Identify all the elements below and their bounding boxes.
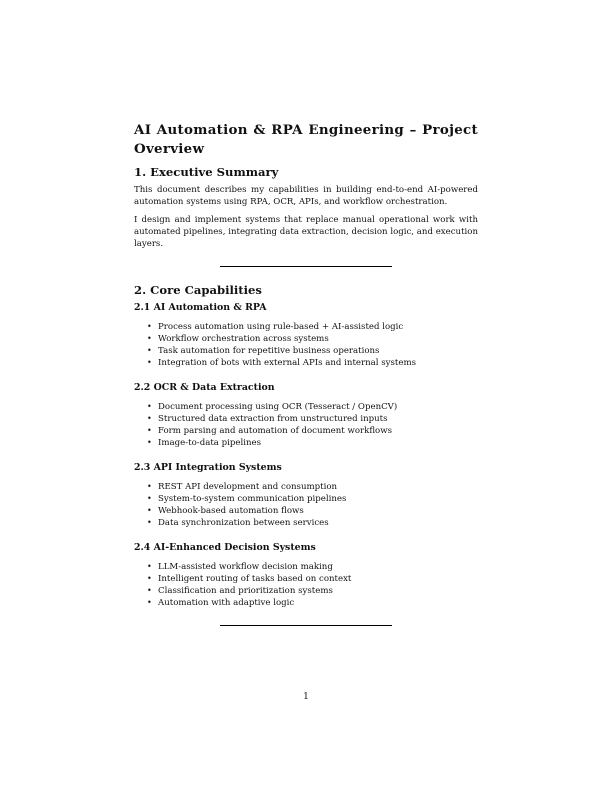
bullet-icon: • — [147, 598, 152, 607]
bullet-icon: • — [147, 346, 152, 355]
section-heading-executive-summary: 1. Executive Summary — [134, 165, 279, 179]
list-item: • System-to-system communication pipelines — [147, 494, 347, 504]
bullet-icon: • — [147, 402, 152, 411]
bullet-icon: • — [147, 438, 152, 447]
horizontal-rule — [220, 625, 392, 626]
list-item: • Webhook-based automation flows — [147, 506, 304, 516]
list-item: • Task automation for repetitive business operations — [147, 346, 380, 356]
list-item: • Image-to-data pipelines — [147, 438, 261, 448]
subsection-heading-ai-decision-systems: 2.4 AI-Enhanced Decision Systems — [134, 542, 316, 553]
document-title: AI Automation & RPA Engineering – Project Overview — [134, 122, 478, 157]
bullet-icon: • — [147, 482, 152, 491]
bullet-icon: • — [147, 574, 152, 583]
summary-paragraph-1: This document describes my capabilities in building end-to-end AI-powered automation systems using RPA, OCR, APIs, and workflow orchestration. — [134, 185, 478, 207]
bullet-icon: • — [147, 586, 152, 595]
section-heading-core-capabilities: 2. Core Capabilities — [134, 283, 262, 297]
capability-list-decision — [134, 561, 351, 609]
list-item: • Process automation using rule-based + AI-assisted logic — [147, 322, 404, 332]
bullet-icon: • — [147, 426, 152, 435]
bullet-icon: • — [147, 358, 152, 367]
bullet-icon: • — [147, 334, 152, 343]
list-item: • Intelligent routing of tasks based on context — [147, 574, 352, 584]
list-item: • Data synchronization between services — [147, 518, 329, 528]
bullet-icon: • — [147, 414, 152, 423]
capability-list-ocr — [134, 401, 397, 449]
capability-list-api — [134, 481, 346, 529]
bullet-icon: • — [147, 322, 152, 331]
list-item: • REST API development and consumption — [147, 482, 338, 492]
bullet-icon: • — [147, 506, 152, 515]
horizontal-rule — [220, 266, 392, 267]
subsection-heading-ocr-data-extraction: 2.2 OCR & Data Extraction — [134, 382, 275, 393]
bullet-icon: • — [147, 562, 152, 571]
page-number: 1 — [303, 692, 309, 702]
subsection-heading-ai-automation-rpa: 2.1 AI Automation & RPA — [134, 302, 267, 313]
subsection-heading-api-integration: 2.3 API Integration Systems — [134, 462, 282, 473]
bullet-icon: • — [147, 494, 152, 503]
summary-paragraph-2: I design and implement systems that replace manual operational work with automated pipelines, integrating data extraction, decision logic, and execution layers. — [134, 215, 478, 249]
list-item: • Classification and prioritization systems — [147, 586, 333, 596]
list-item: • Workflow orchestration across systems — [147, 334, 329, 344]
list-item: • Form parsing and automation of document workflows — [147, 426, 392, 436]
list-item: • Document processing using OCR (Tesseract / OpenCV) — [147, 402, 398, 412]
list-item: • Automation with adaptive logic — [147, 598, 295, 608]
capability-list-ai-automation — [134, 321, 416, 369]
list-item: • Structured data extraction from unstructured inputs — [147, 414, 388, 424]
list-item: • Integration of bots with external APIs and internal systems — [147, 358, 417, 368]
list-item: • LLM-assisted workflow decision making — [147, 562, 333, 572]
bullet-icon: • — [147, 518, 152, 527]
